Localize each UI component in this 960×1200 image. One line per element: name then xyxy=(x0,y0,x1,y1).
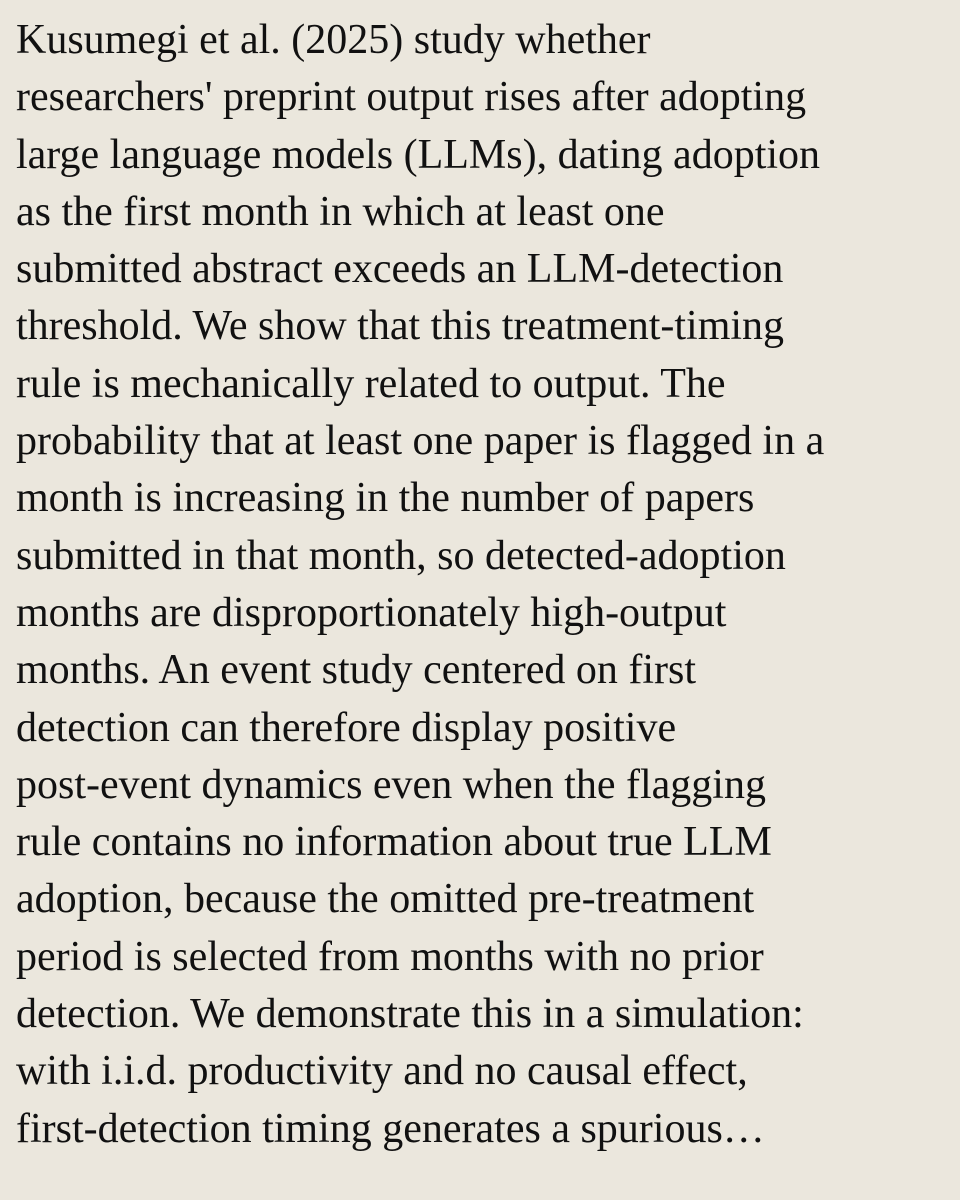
abstract-line: threshold. We show that this treatment-timing xyxy=(16,303,785,350)
abstract-line: probability that at least one paper is flagged in a xyxy=(16,418,825,465)
abstract-line: post-event dynamics even when the flagging xyxy=(16,761,766,808)
abstract-line: detection. We demonstrate this in a simulation: xyxy=(16,991,804,1038)
abstract-line: adoption, because the omitted pre-treatment xyxy=(16,876,755,923)
abstract-line: with i.i.d. productivity and no causal effect, xyxy=(16,1048,748,1095)
abstract-line: rule is mechanically related to output. The xyxy=(16,360,726,407)
abstract-line: detection can therefore display positive xyxy=(16,704,677,751)
abstract-line: months. An event study centered on first xyxy=(16,647,697,694)
abstract-line: months are disproportionately high-output xyxy=(16,589,727,636)
abstract-line: period is selected from months with no prior xyxy=(16,933,764,980)
abstract-line: large language models (LLMs), dating adoption xyxy=(16,131,821,178)
abstract-line: as the first month in which at least one xyxy=(16,188,665,235)
abstract-line: Kusumegi et al. (2025) study whether xyxy=(16,17,651,63)
abstract-line: first-detection timing generates a spurious… xyxy=(16,1105,765,1152)
abstract-line: rule contains no information about true LLM xyxy=(16,819,772,866)
abstract-line: submitted in that month, so detected-adoption xyxy=(16,532,786,579)
abstract-text xyxy=(16,12,946,1158)
abstract-line: researchers' preprint output rises after adopting xyxy=(16,74,807,121)
abstract-line: submitted abstract exceeds an LLM-detection xyxy=(16,246,784,293)
abstract-line: month is increasing in the number of papers xyxy=(16,475,755,522)
